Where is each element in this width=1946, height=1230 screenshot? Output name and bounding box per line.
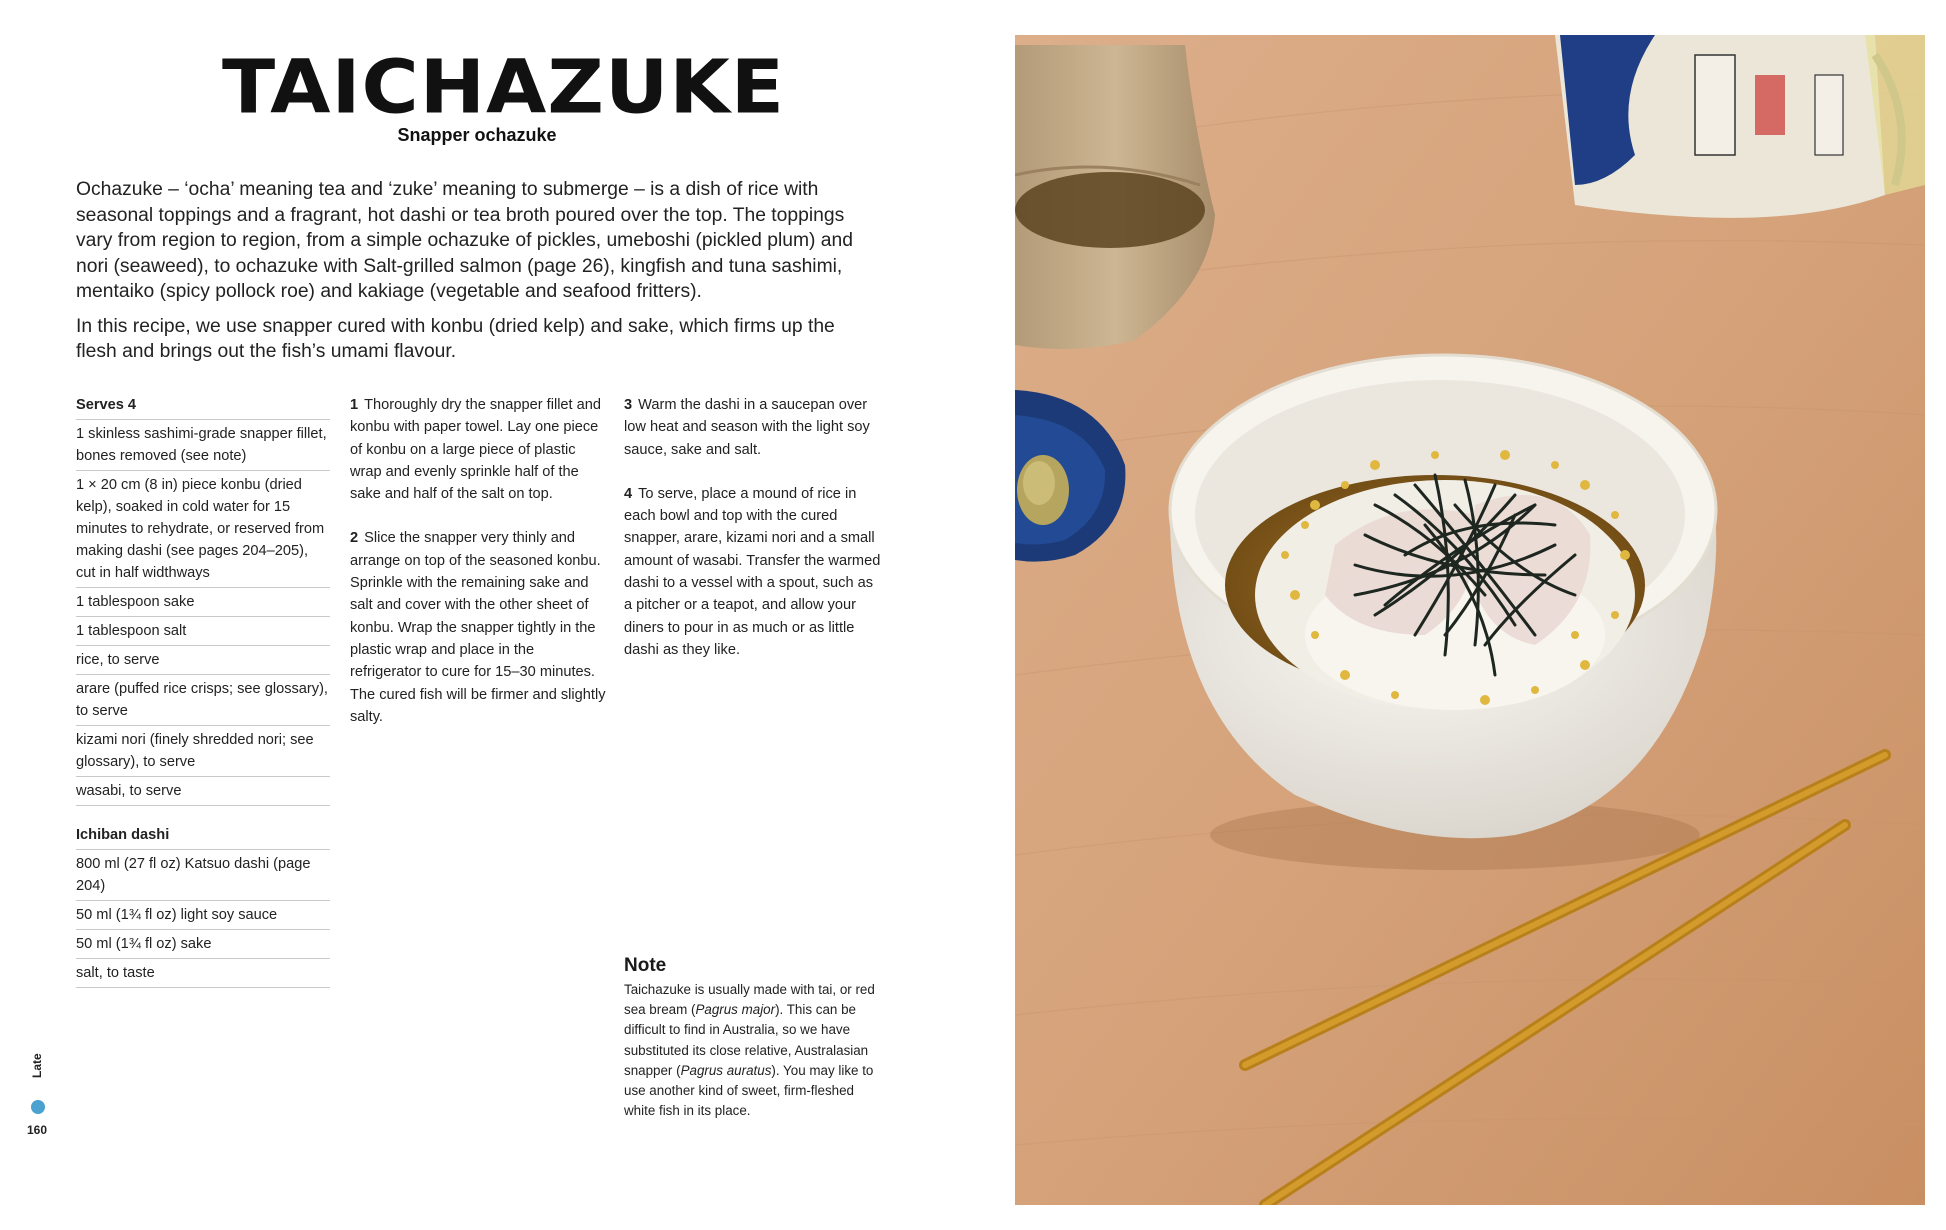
dish-photo-illustration	[1015, 35, 1925, 1205]
dashi-ingredient-item: 50 ml (1¾ fl oz) sake	[76, 930, 330, 959]
dish-photo	[1015, 35, 1925, 1205]
section-label: Late	[30, 1053, 44, 1078]
method-step	[350, 394, 606, 505]
step-text: Slice the snapper very thinly and arrange on top of the seasoned konbu. Sprinkle with the remaining sake and salt and cover with the other sheet of konbu. Wrap the snapper tightly in the plastic wrap and place in the refrigerator to cure for 15–30 minutes. The cured fish will be firmer and slightly salty.	[350, 530, 606, 725]
note-latin-name: Pagrus auratus	[680, 1062, 772, 1078]
page-number: 160	[27, 1123, 48, 1137]
step-number: 2	[350, 530, 359, 547]
note-latin-name: Pagrus major	[695, 1002, 776, 1018]
step-text: Thoroughly dry the snapper fillet and konbu with paper towel. Lay one piece of konbu on a large piece of plastic wrap and evenly sprinkle half of the sake and half of the salt on top.	[350, 397, 602, 503]
ingredient-item: 1 tablespoon sake	[76, 588, 330, 617]
recipe-subtitle: Snapper ochazuke	[397, 125, 557, 145]
recipe-title: TAICHAZUKE	[222, 45, 786, 131]
ingredient-item: wasabi, to serve	[76, 777, 330, 806]
step-text: To serve, place a mound of rice in each bowl and top with the cured snapper, arare, kizami nori and a small amount of wasabi. Transfer the warmed dashi to a vessel with a spout, such as a pitcher or a teapot, and allow your diners to pour in as much or as little dashi as they like.	[624, 485, 881, 658]
ingredient-item: 1 × 20 cm (8 in) piece konbu (dried kelp), soaked in cold water for 15 minutes to rehydrate, or reserved from making dashi (see pages 204–205), cut in half widthways	[76, 471, 330, 588]
section-dot	[31, 1100, 45, 1114]
dashi-ingredient-item: salt, to taste	[76, 959, 330, 988]
ingredient-item: 1 tablespoon salt	[76, 617, 330, 646]
intro-paragraph: Ochazuke – ‘ocha’ meaning tea and ‘zuke’ meaning to submerge – is a dish of rice with seasonal toppings and a fragrant, hot dashi or tea broth poured over the top. The toppings vary from region to region, from a simple ochazuke of pickles, umeboshi (pickled plum) and nori (seaweed), to ochazuke with Salt-grilled salmon (page 26), kingfish and tuna sashimi, mentaiko (spicy pollock roe) and kakiage (vegetable and seafood fritters).	[76, 179, 853, 302]
method-column-2	[624, 394, 882, 683]
method-column-1	[350, 394, 606, 750]
note-text: Taichazuke is usually made with tai, or red sea bream (	[624, 982, 875, 1018]
note-body	[624, 980, 886, 1121]
method-step	[624, 394, 882, 461]
step-number: 4	[624, 485, 633, 502]
sake-barrel	[1555, 35, 1925, 218]
ingredient-item: arare (puffed rice crisps; see glossary), to serve	[76, 675, 330, 726]
note-text: ). This can be difficult to find in Australia, so we have substituted its close relative, Australasian snapper (	[624, 1002, 869, 1078]
ingredient-item: rice, to serve	[76, 646, 330, 675]
step-number: 1	[350, 397, 359, 413]
dashi-heading: Ichiban dashi	[76, 824, 330, 850]
ingredient-item: 1 skinless sashimi-grade snapper fillet, bones removed (see note)	[76, 420, 330, 471]
ingredients-list	[76, 394, 330, 988]
dashi-ingredient-item: 800 ml (27 fl oz) Katsuo dashi (page 204)	[76, 850, 330, 901]
ingredient-item: kizami nori (finely shredded nori; see glossary), to serve	[76, 726, 330, 777]
intro-paragraph: In this recipe, we use snapper cured with konbu (dried kelp) and sake, which firms up the flesh and brings out the fish’s umami flavour.	[76, 315, 835, 362]
dashi-ingredient-item: 50 ml (1¾ fl oz) light soy sauce	[76, 901, 330, 930]
recipe-note	[624, 955, 886, 1121]
step-text: Warm the dashi in a saucepan over low heat and season with the light soy sauce, sake and salt.	[624, 397, 870, 458]
method-step	[350, 527, 606, 728]
method-step	[624, 483, 882, 661]
serves-heading: Serves 4	[76, 394, 330, 420]
step-number: 3	[624, 397, 633, 413]
note-text: ). You may like to use another kind of sweet, firm-fleshed white fish in its place.	[624, 1062, 874, 1119]
recipe-intro	[76, 177, 876, 365]
note-title: Note	[624, 955, 667, 976]
